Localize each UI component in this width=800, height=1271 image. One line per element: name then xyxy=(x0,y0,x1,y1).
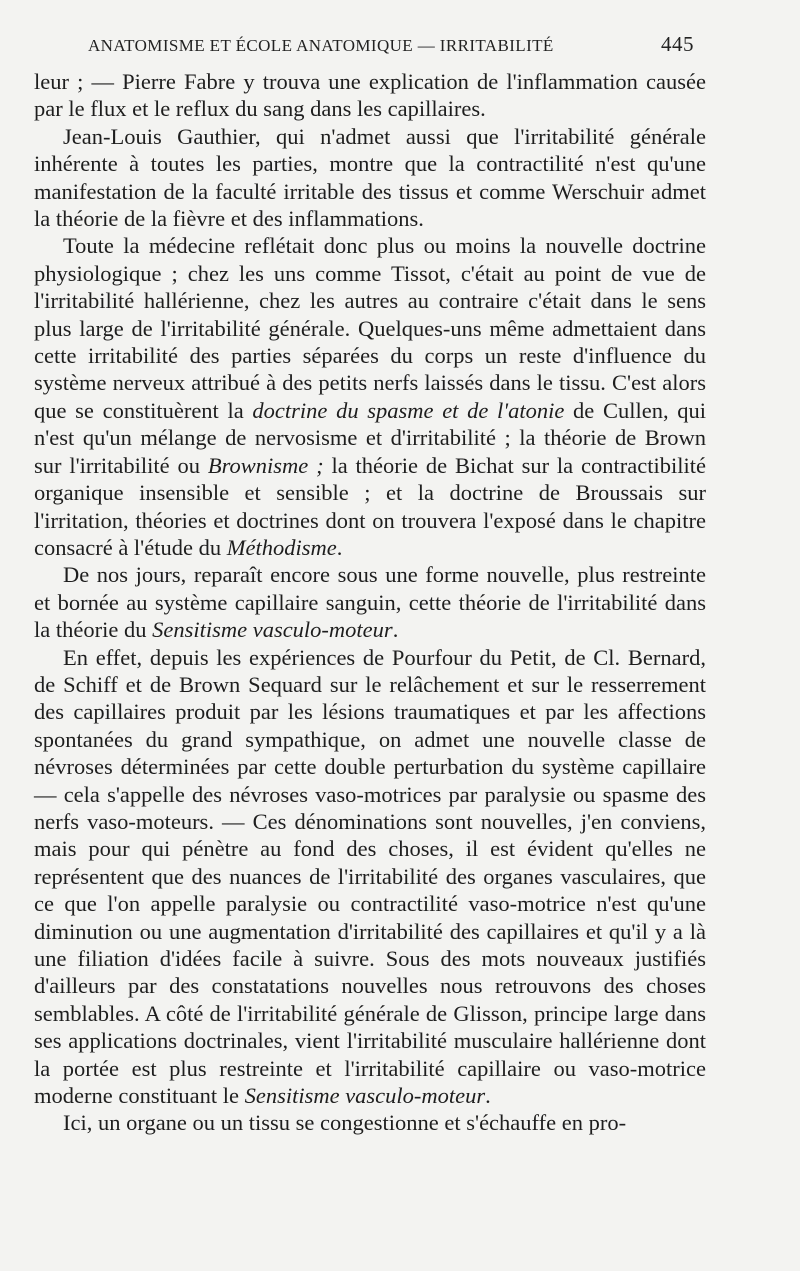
italic-term: doctrine du spasme et de l'atonie xyxy=(252,397,565,423)
text-run: En effet, depuis les expériences de Pourfour du Petit, de Cl. Bernard, de Schiff et de Brown Sequard sur le relâchement et sur le resserrement des capillaires produit par les lésions traumatiques et par les affections spontanées du grand sympathique, on admet une nouvelle classe de névroses déterminées par cette double perturbation du système capillaire — cela s'appelle des névroses vaso-motrices par paralysie ou spasme des nerfs vaso-moteurs. — Ces dénominations sont nouvelles, j'en conviens, mais pour qui pénètre au fond des choses, il est évident qu'elles ne représentent que des nuances de l'irritabilité des organes vasculaires, que ce que l'on appelle paralysie ou contractilité vaso-motrice n'est qu'une diminution ou une augmentation d'irritabilité des capillaires et qu'il y a là une filiation d'idées facile à suivre. Sous des mots nouveaux justifiés d'ailleurs par des constatations nouvelles nous retrouvons des choses semblables. A côté de l'irritabilité générale de Glisson, principe large dans ses applications doctrinales, vient l'irritabilité musculaire hallérienne dont la portée est plus restreinte et l'irritabilité capillaire ou vaso-motrice moderne constituant le xyxy=(34,644,706,1109)
italic-term: Sensitisme vasculo-moteur xyxy=(152,617,393,643)
text-run: Jean-Louis Gauthier, qui n'admet aussi que l'irritabilité générale inhérente à toutes les parties, montre que la contractilité n'est qu'une manifestation de la faculté irritable des tissus et comme Werschuir admet la théorie de la fièvre et des inflammations. xyxy=(34,123,706,232)
paragraph xyxy=(34,561,706,643)
page-number: 445 xyxy=(661,32,694,56)
text-run: de Cullen, qui n'est qu'un mélange de nervosisme et d'irritabilité ; la théorie de Brown sur l'irritabilité ou xyxy=(34,397,706,478)
text-run: De nos jours, reparaît encore sous une forme nouvelle, plus restreinte et bornée au système capillaire sanguin, cette théorie de l'irritabilité dans la théorie du xyxy=(34,562,706,643)
text-run: leur ; — Pierre Fabre y trouva une explication de l'inflammation causée par le flux et le reflux du sang dans les capillaires. xyxy=(34,69,706,122)
text-run: . xyxy=(485,1083,491,1109)
paragraph xyxy=(34,644,706,1110)
paragraph xyxy=(34,1109,706,1136)
text-run: la théorie de Bichat sur la contractibilité organique insensible et sensible ; et la doctrine de Broussais sur l'irritation, théories et doctrines dont on trouvera l'exposé dans le chapitre consacré à l'étude du xyxy=(34,452,706,560)
italic-term: Méthodisme xyxy=(226,534,337,560)
body-text xyxy=(34,68,706,1137)
text-run: . xyxy=(392,617,399,643)
italic-term: Sensitisme vasculo-moteur xyxy=(244,1083,486,1109)
text-run: Ici, un organe ou un tissu se congestionne et s'échauffe en pro- xyxy=(63,1110,627,1136)
paragraph xyxy=(34,123,706,233)
running-head: ANATOMISME ET ÉCOLE ANATOMIQUE — IRRITABILITÉ xyxy=(88,36,554,55)
text-run: Toute la médecine reflétait donc plus ou moins la nouvelle doctrine physiologique ; chez les uns comme Tissot, c'était au point de vue de l'irritabilité hallérienne, chez les autres au contraire c'était dans le sens plus large de l'irritabilité générale. Quelques-uns même admettaient dans cette irritabilité des parties séparées du corps un reste d'influence du système nerveux attribué à des petits nerfs laissés dans le tissu. C'est alors que se constituèrent la xyxy=(34,233,706,423)
paragraph xyxy=(34,232,706,561)
italic-term: Brownisme ; xyxy=(207,452,324,478)
text-run: . xyxy=(336,534,343,560)
paragraph xyxy=(34,68,706,123)
page-header xyxy=(88,32,694,60)
